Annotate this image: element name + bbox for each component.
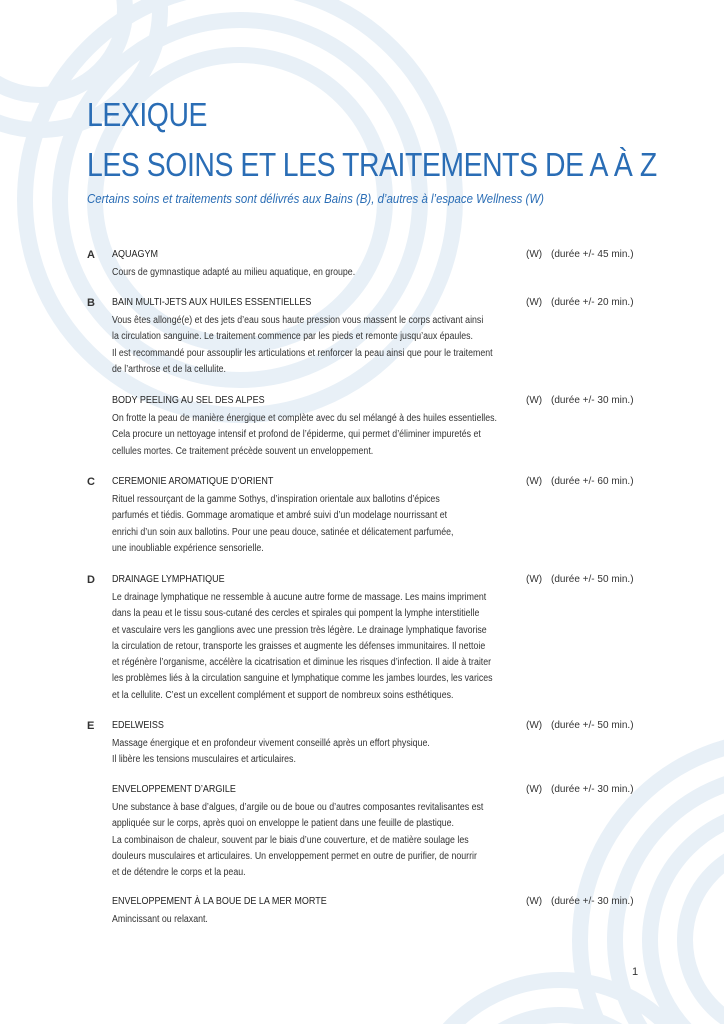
description-line: dans la peau et le tissu sous-cutané des cercles et spirales qui pompent la lymphe interstitielle	[112, 608, 480, 620]
page-title-secondary: LES SOINS ET LES TRAITEMENTS DE A À Z	[87, 146, 657, 183]
section-letter: D	[87, 574, 95, 586]
treatment-duration: (durée +/- 50 min.)	[551, 574, 634, 585]
treatment-name: BODY PEELING AU SEL DES ALPES	[112, 395, 265, 406]
treatment-duration: (durée +/- 45 min.)	[551, 249, 634, 260]
treatment-description	[112, 265, 388, 281]
location-code: (W)	[526, 784, 543, 795]
location-code: (W)	[526, 476, 543, 487]
treatment-description	[112, 590, 544, 704]
description-line: de l’arthrose et de la cellulite.	[112, 363, 226, 375]
location-code: (W)	[526, 249, 543, 260]
page-title: LEXIQUE	[87, 96, 208, 133]
treatment-duration: (durée +/- 20 min.)	[551, 297, 634, 308]
treatment-description	[112, 736, 473, 769]
location-code: (W)	[526, 720, 543, 731]
description-line: les problèmes liés à la circulation sanguine et lymphatique comme les jambes lourdes, les varices	[112, 673, 493, 685]
description-line: douleurs musculaires et articulaires. Un enveloppement permet en outre de purifier, de nourrir	[112, 850, 477, 862]
description-line: appliquée sur le corps, après quoi on enveloppe le patient dans une feuille de plastique.	[112, 818, 454, 830]
treatment-name: BAIN MULTI-JETS AUX HUILES ESSENTIELLES	[112, 297, 312, 308]
description-line: Il est recommandé pour assouplir les articulations et renforcer la peau ainsi que pour le traitement	[112, 347, 493, 359]
description-line: et la cellulite. C’est un excellent complément et support de nombreux soins esthétiques.	[112, 689, 454, 701]
page-number: 1	[632, 966, 639, 978]
description-line: cellules mortes. Ce traitement précède souvent un enveloppement.	[112, 445, 374, 457]
description-line: la circulation de retour, transporte les graisses et augmente les défenses immunitaires. Il nettoie	[112, 640, 486, 652]
treatment-description	[112, 411, 550, 460]
treatment-description	[112, 313, 544, 378]
description-line: Une substance à base d’algues, d’argile ou de boue ou d’autres composantes revitalisantes est	[112, 802, 484, 813]
section-letter: B	[87, 297, 95, 309]
treatment-duration: (durée +/- 30 min.)	[551, 395, 634, 406]
description-line: parfumés et tiédis. Gommage aromatique et ambré suivi d’un modelage nourrissant et	[112, 510, 448, 522]
treatment-name: ENVELOPPEMENT D’ARGILE	[112, 784, 236, 795]
description-line: une inoubliable expérience sensorielle.	[112, 542, 264, 554]
treatment-description	[112, 912, 221, 928]
description-line: Cela procure un nettoyage intensif et profond de l’épiderme, qui permet d’éliminer impuretés et	[112, 429, 481, 441]
treatment-duration: (durée +/- 50 min.)	[551, 720, 634, 731]
page-subtitle: Certains soins et traitements sont délivrés aux Bains (B), d’autres à l’espace Wellness (W)	[87, 191, 544, 206]
location-code: (W)	[526, 574, 543, 585]
treatment-duration: (durée +/- 60 min.)	[551, 476, 634, 487]
description-line: Cours de gymnastique adapté au milieu aquatique, en groupe.	[112, 267, 356, 278]
description-line: Rituel ressourçant de la gamme Sothys, d’inspiration orientale aux ballotins d’épices	[112, 494, 440, 505]
description-line: Le drainage lymphatique ne ressemble à aucune autre forme de massage. Les mains impriment	[112, 592, 487, 603]
location-code: (W)	[526, 395, 543, 406]
description-line: Massage énergique et en profondeur vivement conseillé après un effort physique.	[112, 738, 430, 749]
description-line: Amincissant ou relaxant.	[112, 914, 208, 925]
location-code: (W)	[526, 896, 543, 907]
treatment-description	[112, 800, 534, 881]
treatment-duration: (durée +/- 30 min.)	[551, 896, 634, 907]
description-line: et vasculaire vers les ganglions avec une pression très légère. Le drainage lymphatique favorise	[112, 624, 487, 636]
treatment-name: ENVELOPPEMENT À LA BOUE DE LA MER MORTE	[112, 896, 327, 907]
section-letter: C	[87, 476, 95, 488]
treatment-duration: (durée +/- 30 min.)	[551, 784, 634, 795]
treatment-name: DRAINAGE LYMPHATIQUE	[112, 574, 225, 585]
section-letter: E	[87, 720, 95, 732]
description-line: Il libère les tensions musculaires et articulaires.	[112, 754, 296, 766]
description-line: Vous êtes allongé(e) et des jets d’eau sous haute pression vous massent le corps activant ainsi	[112, 315, 484, 326]
description-line: enrichi d’un soin aux ballotins. Pour une peau douce, satinée et délicatement parfumée,	[112, 526, 454, 538]
treatment-name: EDELWEISS	[112, 720, 164, 731]
description-line: la circulation sanguine. Le traitement commence par les pieds et remonte jusqu’aux épaules.	[112, 331, 474, 343]
description-line: La combinaison de chaleur, souvent par le biais d’une couverture, et de matière soulage les	[112, 834, 469, 846]
treatment-name: AQUAGYM	[112, 249, 159, 260]
description-line: et de détendre le corps et la peau.	[112, 867, 246, 879]
location-code: (W)	[526, 297, 543, 308]
description-line: et régénère l’organisme, accélère la cicatrisation et diminue les risques d’infection. Il aide à traiter	[112, 657, 492, 669]
section-letter: A	[87, 249, 95, 261]
description-line: On frotte la peau de manière énergique et complète avec du sel mélangé à des huiles essentielles.	[112, 413, 497, 424]
treatment-description	[112, 492, 500, 557]
treatment-name: CEREMONIE AROMATIQUE D’ORIENT	[112, 476, 274, 487]
